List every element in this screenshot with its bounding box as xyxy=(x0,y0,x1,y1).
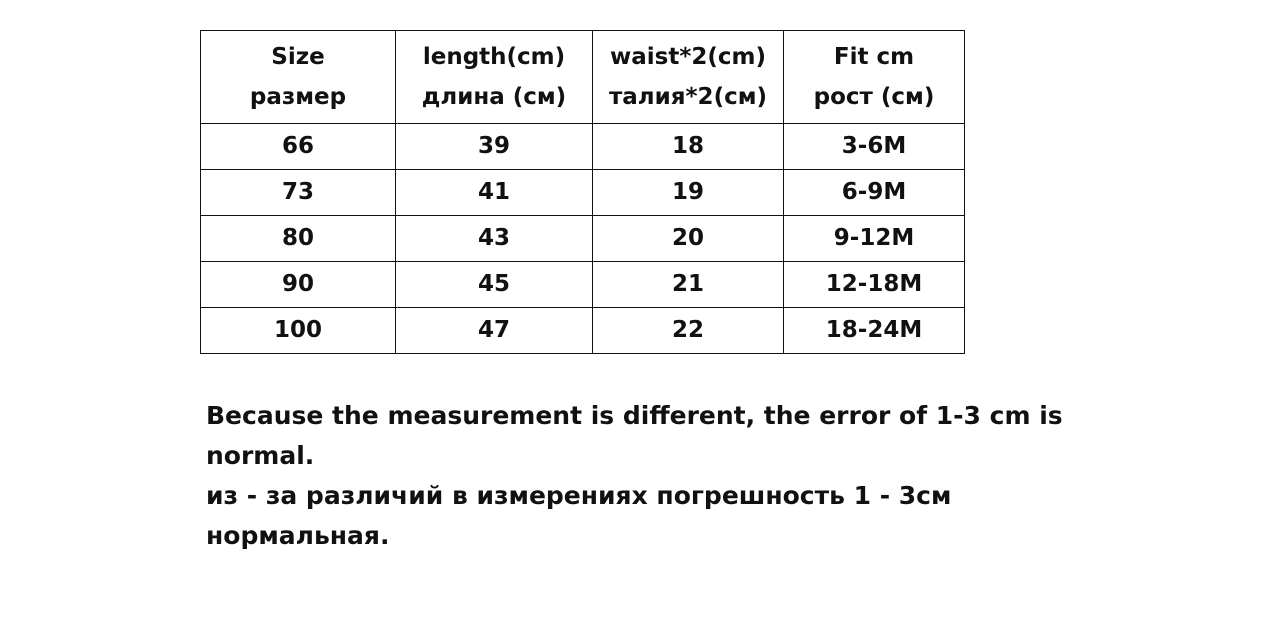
header-length-en: length(cm) xyxy=(422,44,566,70)
cell-waist: 20 xyxy=(593,216,784,262)
cell-size: 66 xyxy=(201,124,396,170)
cell-length: 45 xyxy=(396,262,593,308)
header-waist-en: waist*2(cm) xyxy=(610,44,766,70)
table-row xyxy=(201,308,965,354)
table-row xyxy=(201,262,965,308)
header-size-en: Size xyxy=(271,44,325,70)
cell-fit: 9-12M xyxy=(784,216,965,262)
cell-length: 43 xyxy=(396,216,593,262)
header-length xyxy=(396,31,593,124)
cell-length: 47 xyxy=(396,308,593,354)
header-size-ru: размер xyxy=(249,84,347,110)
cell-waist: 19 xyxy=(593,170,784,216)
cell-size: 80 xyxy=(201,216,396,262)
measurement-note-english: Because the measurement is different, the error of 1-3 cm is normal. xyxy=(206,401,1063,470)
size-chart-table xyxy=(200,30,965,354)
measurement-note-russian: из - за различий в измерениях погрешность 1 - 3см нормальная. xyxy=(206,481,952,550)
cell-fit: 12-18M xyxy=(784,262,965,308)
cell-size: 100 xyxy=(201,308,396,354)
header-length-ru: длина (см) xyxy=(421,84,567,110)
header-waist xyxy=(593,31,784,124)
header-fit-en: Fit cm xyxy=(833,44,915,70)
header-row xyxy=(201,31,965,124)
table-row xyxy=(201,170,965,216)
cell-length: 39 xyxy=(396,124,593,170)
cell-size: 73 xyxy=(201,170,396,216)
table-row xyxy=(201,124,965,170)
header-fit xyxy=(784,31,965,124)
cell-fit: 18-24M xyxy=(784,308,965,354)
cell-waist: 22 xyxy=(593,308,784,354)
table-row xyxy=(201,216,965,262)
cell-fit: 3-6M xyxy=(784,124,965,170)
cell-waist: 18 xyxy=(593,124,784,170)
header-size xyxy=(201,31,396,124)
measurement-note xyxy=(206,396,1106,556)
header-fit-ru: рост (см) xyxy=(813,84,935,110)
header-waist-ru: талия*2(см) xyxy=(608,84,768,110)
cell-length: 41 xyxy=(396,170,593,216)
cell-fit: 6-9M xyxy=(784,170,965,216)
cell-waist: 21 xyxy=(593,262,784,308)
cell-size: 90 xyxy=(201,262,396,308)
